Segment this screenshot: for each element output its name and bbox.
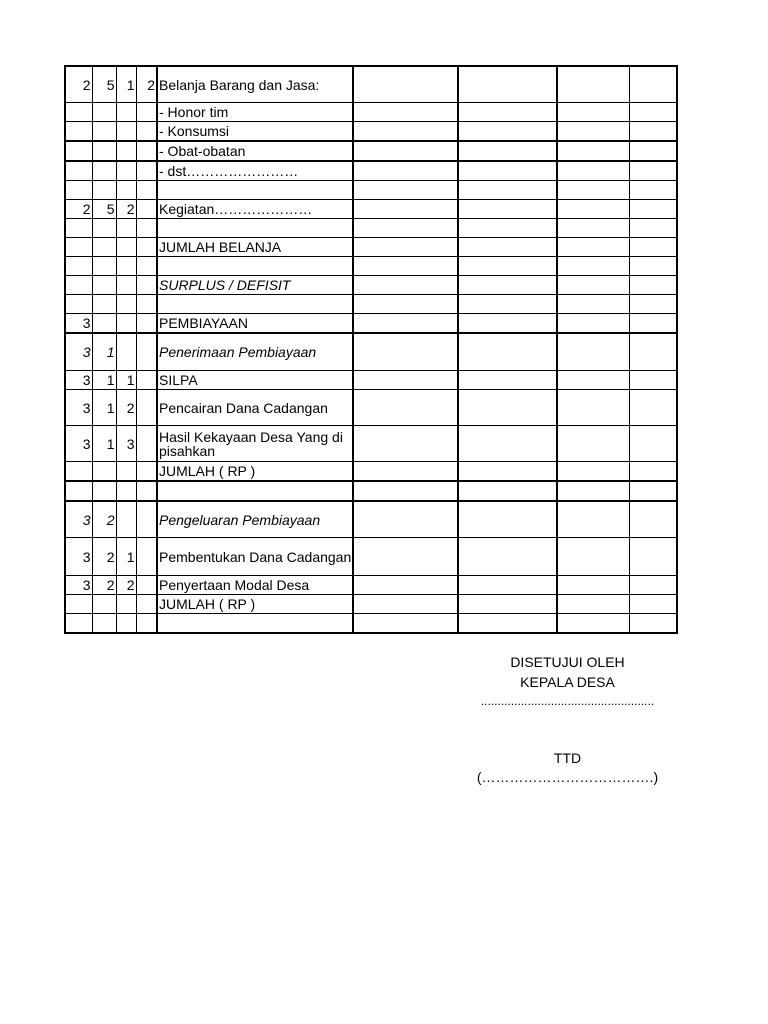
code-cell: 2: [136, 66, 157, 103]
code-cell: [65, 181, 92, 200]
code-cell: 3: [65, 501, 92, 538]
table-row: [65, 181, 677, 200]
code-cell: 1: [116, 371, 136, 390]
amount-cell: [629, 103, 677, 122]
amount-cell: [458, 219, 557, 238]
code-cell: [65, 161, 92, 181]
code-cell: [136, 576, 157, 595]
description-cell: JUMLAH BELANJA: [157, 238, 353, 257]
amount-cell: [458, 200, 557, 219]
table-row: [65, 614, 677, 634]
code-cell: 3: [65, 314, 92, 334]
description-cell: [157, 257, 353, 276]
amount-cell: [353, 426, 458, 462]
code-cell: [136, 538, 157, 576]
description-cell: Pembentukan Dana Cadangan: [157, 538, 353, 576]
amount-cell: [629, 200, 677, 219]
code-cell: [116, 314, 136, 334]
table-row: [65, 141, 677, 161]
code-cell: [136, 595, 157, 614]
table-row: [65, 161, 677, 181]
description-cell: SILPA: [157, 371, 353, 390]
amount-cell: [557, 161, 629, 181]
amount-cell: [629, 314, 677, 334]
amount-cell: [629, 276, 677, 295]
signatory-name-placeholder: (……………………………….): [476, 769, 659, 785]
code-cell: 1: [92, 371, 116, 390]
amount-cell: [629, 66, 677, 103]
amount-cell: [353, 371, 458, 390]
amount-cell: [557, 426, 629, 462]
amount-cell: [353, 276, 458, 295]
amount-cell: [353, 200, 458, 219]
code-cell: 3: [65, 333, 92, 371]
table-row: [65, 390, 677, 426]
code-cell: 2: [65, 200, 92, 219]
amount-cell: [557, 614, 629, 634]
amount-cell: [458, 501, 557, 538]
table-row: [65, 371, 677, 390]
amount-cell: [557, 181, 629, 200]
amount-cell: [458, 314, 557, 334]
signature-dots: ....................................................: [480, 694, 655, 708]
description-cell: JUMLAH ( RP ): [157, 462, 353, 482]
code-cell: 3: [65, 426, 92, 462]
amount-cell: [629, 181, 677, 200]
code-cell: [92, 295, 116, 314]
amount-cell: [557, 103, 629, 122]
code-cell: [136, 122, 157, 142]
code-cell: [116, 614, 136, 634]
amount-cell: [458, 481, 557, 501]
code-cell: [92, 122, 116, 142]
code-cell: [136, 390, 157, 426]
code-cell: [136, 103, 157, 122]
amount-cell: [629, 576, 677, 595]
amount-cell: [458, 426, 557, 462]
description-cell: PEMBIAYAAN: [157, 314, 353, 334]
code-cell: [92, 276, 116, 295]
code-cell: [65, 595, 92, 614]
description-cell: Penyertaan Modal Desa: [157, 576, 353, 595]
code-cell: [65, 238, 92, 257]
code-cell: [136, 314, 157, 334]
table-row: [65, 219, 677, 238]
code-cell: [116, 333, 136, 371]
code-cell: [136, 181, 157, 200]
table-row: [65, 576, 677, 595]
amount-cell: [458, 141, 557, 161]
code-cell: 2: [92, 576, 116, 595]
amount-cell: [353, 103, 458, 122]
code-cell: 3: [65, 576, 92, 595]
amount-cell: [353, 481, 458, 501]
code-cell: 3: [116, 426, 136, 462]
amount-cell: [458, 371, 557, 390]
code-cell: [92, 595, 116, 614]
amount-cell: [629, 538, 677, 576]
code-cell: [92, 238, 116, 257]
amount-cell: [353, 295, 458, 314]
amount-cell: [353, 538, 458, 576]
amount-cell: [557, 390, 629, 426]
amount-cell: [557, 595, 629, 614]
code-cell: [65, 276, 92, 295]
table-row: [65, 333, 677, 371]
amount-cell: [557, 141, 629, 161]
description-cell: SURPLUS / DEFISIT: [157, 276, 353, 295]
amount-cell: [557, 122, 629, 142]
amount-cell: [629, 257, 677, 276]
amount-cell: [458, 295, 557, 314]
amount-cell: [557, 276, 629, 295]
code-cell: [65, 122, 92, 142]
code-cell: 1: [116, 66, 136, 103]
code-cell: 2: [116, 390, 136, 426]
table-row: [65, 276, 677, 295]
amount-cell: [458, 595, 557, 614]
amount-cell: [353, 66, 458, 103]
code-cell: [65, 481, 92, 501]
amount-cell: [353, 501, 458, 538]
code-cell: [136, 161, 157, 181]
amount-cell: [458, 276, 557, 295]
amount-cell: [458, 576, 557, 595]
table-row: [65, 66, 677, 103]
code-cell: 5: [92, 66, 116, 103]
code-cell: 3: [65, 538, 92, 576]
code-cell: [65, 257, 92, 276]
amount-cell: [458, 122, 557, 142]
amount-cell: [353, 219, 458, 238]
code-cell: [65, 614, 92, 634]
table-row: [65, 314, 677, 334]
amount-cell: [629, 614, 677, 634]
amount-cell: [629, 462, 677, 482]
code-cell: [116, 181, 136, 200]
table-row: [65, 238, 677, 257]
description-cell: - Obat-obatan: [157, 141, 353, 161]
code-cell: [136, 426, 157, 462]
code-cell: [116, 257, 136, 276]
amount-cell: [353, 238, 458, 257]
amount-cell: [629, 426, 677, 462]
amount-cell: [629, 122, 677, 142]
table-row: [65, 462, 677, 482]
amount-cell: [353, 595, 458, 614]
code-cell: [116, 276, 136, 295]
amount-cell: [629, 141, 677, 161]
amount-cell: [458, 614, 557, 634]
amount-cell: [458, 390, 557, 426]
code-cell: [136, 333, 157, 371]
amount-cell: [353, 181, 458, 200]
amount-cell: [557, 219, 629, 238]
amount-cell: [458, 462, 557, 482]
amount-cell: [557, 295, 629, 314]
code-cell: [116, 219, 136, 238]
amount-cell: [458, 66, 557, 103]
amount-cell: [629, 390, 677, 426]
amount-cell: [353, 614, 458, 634]
code-cell: 5: [92, 200, 116, 219]
amount-cell: [353, 141, 458, 161]
budget-table: [64, 65, 678, 634]
description-cell: Penerimaan Pembiayaan: [157, 333, 353, 371]
code-cell: 3: [65, 390, 92, 426]
amount-cell: [458, 181, 557, 200]
amount-cell: [557, 481, 629, 501]
table-row: [65, 103, 677, 122]
code-cell: [92, 481, 116, 501]
table-row: [65, 481, 677, 501]
description-cell: - Konsumsi: [157, 122, 353, 142]
description-cell: - Honor tim: [157, 103, 353, 122]
approver-title: KEPALA DESA: [520, 674, 615, 690]
code-cell: [92, 614, 116, 634]
code-cell: 1: [92, 333, 116, 371]
code-cell: [116, 595, 136, 614]
code-cell: [116, 462, 136, 482]
signature-label: TTD: [553, 750, 582, 766]
code-cell: [116, 161, 136, 181]
amount-cell: [629, 481, 677, 501]
code-cell: [136, 141, 157, 161]
amount-cell: [557, 333, 629, 371]
amount-cell: [458, 538, 557, 576]
code-cell: 2: [92, 538, 116, 576]
amount-cell: [458, 333, 557, 371]
amount-cell: [557, 66, 629, 103]
description-cell: - dst……………………: [157, 161, 353, 181]
description-cell: Hasil Kekayaan Desa Yang di pisahkan: [157, 426, 353, 462]
amount-cell: [557, 257, 629, 276]
table-row: [65, 595, 677, 614]
table-row: [65, 122, 677, 142]
code-cell: [116, 295, 136, 314]
amount-cell: [353, 161, 458, 181]
code-cell: 1: [92, 426, 116, 462]
amount-cell: [353, 122, 458, 142]
code-cell: [92, 314, 116, 334]
code-cell: [116, 122, 136, 142]
amount-cell: [353, 576, 458, 595]
amount-cell: [629, 595, 677, 614]
amount-cell: [458, 103, 557, 122]
code-cell: [65, 295, 92, 314]
table-row: [65, 257, 677, 276]
description-cell: Kegiatan…………………: [157, 200, 353, 219]
description-cell: [157, 295, 353, 314]
amount-cell: [629, 333, 677, 371]
code-cell: [92, 103, 116, 122]
table-row: [65, 538, 677, 576]
code-cell: [92, 181, 116, 200]
code-cell: [92, 141, 116, 161]
amount-cell: [557, 200, 629, 219]
code-cell: [136, 219, 157, 238]
description-cell: [157, 181, 353, 200]
table-row: [65, 426, 677, 462]
code-cell: [92, 161, 116, 181]
code-cell: [136, 462, 157, 482]
code-cell: [116, 501, 136, 538]
code-cell: 2: [92, 501, 116, 538]
amount-cell: [557, 238, 629, 257]
amount-cell: [557, 538, 629, 576]
amount-cell: [353, 333, 458, 371]
code-cell: [92, 257, 116, 276]
description-cell: [157, 219, 353, 238]
amount-cell: [629, 371, 677, 390]
code-cell: 2: [116, 576, 136, 595]
amount-cell: [557, 501, 629, 538]
code-cell: [116, 103, 136, 122]
code-cell: [136, 371, 157, 390]
code-cell: [65, 103, 92, 122]
code-cell: 1: [92, 390, 116, 426]
code-cell: [136, 238, 157, 257]
description-cell: Belanja Barang dan Jasa:: [157, 66, 353, 103]
code-cell: 2: [65, 66, 92, 103]
code-cell: [116, 141, 136, 161]
code-cell: 2: [116, 200, 136, 219]
description-cell: Pengeluaran Pembiayaan: [157, 501, 353, 538]
code-cell: [65, 219, 92, 238]
code-cell: 1: [116, 538, 136, 576]
code-cell: [92, 462, 116, 482]
code-cell: [136, 295, 157, 314]
description-cell: Pencairan Dana Cadangan: [157, 390, 353, 426]
table-row: [65, 501, 677, 538]
code-cell: [136, 501, 157, 538]
amount-cell: [353, 390, 458, 426]
amount-cell: [458, 161, 557, 181]
code-cell: [92, 219, 116, 238]
amount-cell: [353, 314, 458, 334]
amount-cell: [458, 238, 557, 257]
amount-cell: [629, 238, 677, 257]
code-cell: [116, 481, 136, 501]
description-cell: [157, 614, 353, 634]
description-cell: JUMLAH ( RP ): [157, 595, 353, 614]
code-cell: [136, 481, 157, 501]
amount-cell: [557, 462, 629, 482]
table-row: [65, 200, 677, 219]
table-row: [65, 295, 677, 314]
amount-cell: [629, 219, 677, 238]
code-cell: [65, 462, 92, 482]
amount-cell: [629, 295, 677, 314]
code-cell: [116, 238, 136, 257]
amount-cell: [458, 257, 557, 276]
description-cell: [157, 481, 353, 501]
amount-cell: [629, 161, 677, 181]
approval-label: DISETUJUI OLEH: [510, 654, 625, 670]
amount-cell: [629, 501, 677, 538]
code-cell: 3: [65, 371, 92, 390]
amount-cell: [557, 371, 629, 390]
code-cell: [136, 614, 157, 634]
amount-cell: [353, 257, 458, 276]
amount-cell: [557, 576, 629, 595]
code-cell: [136, 257, 157, 276]
code-cell: [136, 276, 157, 295]
amount-cell: [353, 462, 458, 482]
code-cell: [136, 200, 157, 219]
code-cell: [65, 141, 92, 161]
amount-cell: [557, 314, 629, 334]
